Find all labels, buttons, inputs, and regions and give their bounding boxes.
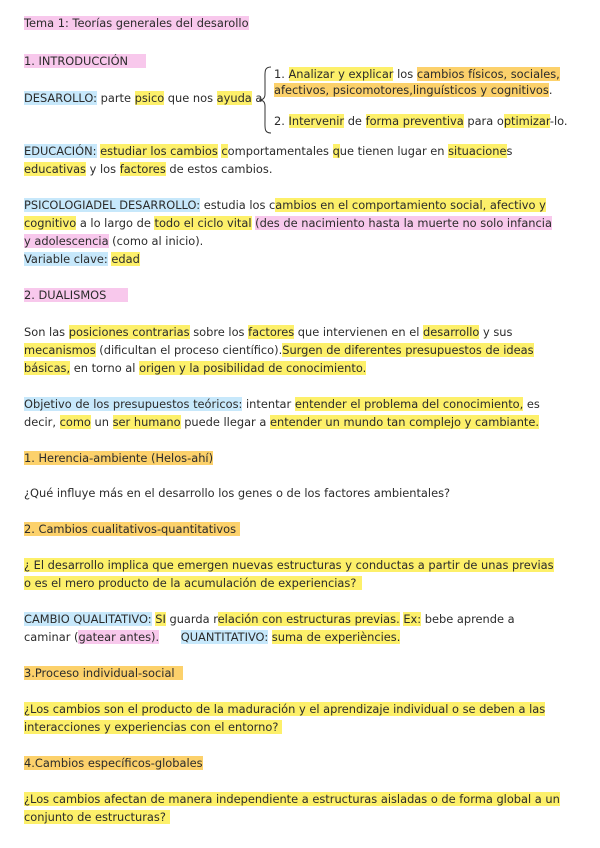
text-highlight: mecanismos bbox=[24, 343, 96, 357]
quantitativo-value: suma de experiències. bbox=[271, 630, 401, 644]
heading-text: 2. DUALISMOS bbox=[24, 288, 128, 302]
text: parte bbox=[100, 91, 131, 105]
text: ¿Qué influye más en el desarrollo los genes o de los factores ambientales? bbox=[24, 486, 451, 500]
text-highlight: ayuda bbox=[216, 91, 252, 105]
text: guarda r bbox=[169, 612, 218, 626]
text: s bbox=[506, 144, 513, 158]
subheading-text: 2. Cambios cualitativos-quantitativos bbox=[24, 522, 240, 536]
text-highlight: interacciones y experiencias con el entorno? bbox=[24, 720, 282, 734]
text: un bbox=[94, 415, 109, 429]
text-highlight: y adolescencia bbox=[24, 234, 109, 248]
subheading-cambios-especificos bbox=[24, 755, 203, 772]
text: caminar ( bbox=[24, 630, 79, 644]
text-highlight: psico bbox=[134, 91, 165, 105]
psicologia-line-1 bbox=[24, 197, 546, 214]
text-highlight: básicas, bbox=[24, 361, 71, 375]
quantitativo-label: QUANTITATIVO: bbox=[180, 630, 269, 644]
dualismos-p2-line-1 bbox=[24, 396, 540, 413]
text-highlight: Intervenir bbox=[288, 114, 345, 128]
text: los bbox=[397, 67, 414, 81]
question-4-line-1 bbox=[24, 791, 560, 808]
text-highlight: entender un mundo tan complejo y cambiante. bbox=[269, 415, 540, 429]
subheading-herencia bbox=[24, 450, 213, 467]
text: a bbox=[255, 91, 263, 105]
text-highlight: c bbox=[221, 144, 228, 158]
text: a lo largo de bbox=[79, 216, 151, 230]
text-highlight: elación con estructuras previas. bbox=[217, 612, 400, 626]
text: y sus bbox=[483, 325, 513, 339]
text: bebe aprende a bbox=[424, 612, 515, 626]
text: estudia los c bbox=[203, 198, 276, 212]
text-highlight: ambios en el comportamiento social, afectivo y bbox=[275, 198, 546, 212]
subheading-cambios-cualitativos bbox=[24, 521, 240, 538]
psicologia-line-3 bbox=[24, 233, 203, 250]
psicologia-label: PSICOLOGIADEL DESARROLLO: bbox=[24, 198, 201, 212]
text: es bbox=[526, 397, 540, 411]
branch-number: 2. bbox=[274, 114, 285, 128]
text-highlight: factores bbox=[119, 162, 166, 176]
question-1 bbox=[24, 485, 450, 502]
text-highlight: posiciones contrarias bbox=[68, 325, 190, 339]
objetivo-label: Objetivo de los presupuestos teóricos: bbox=[24, 397, 243, 411]
text: omportamentales bbox=[227, 144, 329, 158]
desarrollo-branch-2 bbox=[274, 113, 568, 130]
text-highlight: desarrollo bbox=[423, 325, 480, 339]
page-title bbox=[24, 15, 249, 32]
text-highlight: o es el mero producto de la acumulación de experiencias? bbox=[24, 576, 362, 590]
subheading-text: 3.Proceso individual-social bbox=[24, 666, 183, 680]
psicologia-line-2 bbox=[24, 215, 552, 232]
educacion-label: EDUCACIÓN: bbox=[24, 144, 97, 158]
text-highlight: cognitivo bbox=[24, 216, 77, 230]
text-highlight: situacione bbox=[448, 144, 507, 158]
text: (como al inicio). bbox=[112, 234, 204, 248]
text: intentar bbox=[246, 397, 292, 411]
text-highlight: afectivos, psicomotores,linguísticos y cognitivos bbox=[274, 83, 549, 97]
text-highlight: ¿Los cambios afectan de manera independiente a estructuras aisladas o de forma global a un bbox=[24, 792, 560, 806]
text: en torno al bbox=[73, 361, 136, 375]
text: y los bbox=[89, 162, 117, 176]
question-2-line-1 bbox=[24, 557, 554, 574]
dualismos-p1-line-3 bbox=[24, 360, 366, 377]
text: puede llegar a bbox=[184, 415, 267, 429]
text-highlight: cambios físicos, sociales, bbox=[416, 67, 560, 81]
text: (dificultan el proceso científico). bbox=[99, 343, 283, 357]
question-3-line-1 bbox=[24, 701, 545, 718]
question-4-line-2 bbox=[24, 809, 170, 826]
heading-text: 1. INTRODUCCIÓN bbox=[24, 54, 146, 68]
text-highlight: Ex: bbox=[403, 612, 422, 626]
question-2-line-2 bbox=[24, 575, 362, 592]
text: para o bbox=[467, 114, 504, 128]
text-highlight: ¿ El desarrollo implica que emergen nuevas estructuras y conductas a partir de unas previas bbox=[24, 558, 554, 572]
text: que intervienen en el bbox=[297, 325, 420, 339]
desarrollo-line bbox=[24, 90, 262, 107]
text-highlight: SI bbox=[155, 612, 166, 626]
educacion-line-1 bbox=[24, 143, 512, 160]
text: de bbox=[347, 114, 362, 128]
curly-brace-icon bbox=[258, 66, 272, 134]
text-highlight: educativas bbox=[24, 162, 86, 176]
text-highlight: ¿Los cambios son el producto de la maduración y el aprendizaje individual o se deben a las bbox=[24, 702, 546, 716]
text-highlight: ptimizar bbox=[503, 114, 550, 128]
question-3-line-2 bbox=[24, 719, 282, 736]
text-highlight: (des de nacimiento hasta la muerte no solo infancia bbox=[255, 216, 552, 230]
text: Son las bbox=[24, 325, 66, 339]
subheading-text: 1. Herencia-ambiente (Helos-ahí) bbox=[24, 451, 214, 465]
section-heading-dualismos bbox=[24, 287, 128, 304]
text: de estos cambios. bbox=[169, 162, 273, 176]
text-highlight: conjunto de estructuras? bbox=[24, 810, 170, 824]
section-heading-introduccion bbox=[24, 53, 146, 70]
text-highlight: estudiar los cambios bbox=[100, 144, 218, 158]
text: que nos bbox=[167, 91, 213, 105]
text: . bbox=[548, 83, 553, 97]
variable-value: edad bbox=[111, 252, 140, 266]
text: sobre los bbox=[193, 325, 245, 339]
text-highlight: todo el ciclo vital bbox=[154, 216, 252, 230]
dualismos-p2-line-2 bbox=[24, 414, 539, 431]
text-highlight: forma preventiva bbox=[365, 114, 464, 128]
text-highlight: q bbox=[332, 144, 340, 158]
text-highlight: como bbox=[59, 415, 91, 429]
cambio-qualitativo-line-2 bbox=[24, 629, 400, 646]
text: decir, bbox=[24, 415, 56, 429]
text: ue tienen lugar en bbox=[339, 144, 445, 158]
text-highlight: factores bbox=[248, 325, 295, 339]
subheading-text: 4.Cambios específicos-globales bbox=[24, 756, 203, 770]
title-text: Tema 1: Teorías generales del desarollo bbox=[24, 16, 249, 30]
desarrollo-branch-1 bbox=[274, 66, 560, 83]
subheading-proceso bbox=[24, 665, 183, 682]
cambio-qualitativo-line-1 bbox=[24, 611, 515, 628]
dualismos-p1-line-1 bbox=[24, 324, 512, 341]
text-highlight: ser humano bbox=[112, 415, 181, 429]
text-highlight: origen y la posibilidad de conocimiento. bbox=[139, 361, 367, 375]
desarrollo-label: DESAROLLO: bbox=[24, 91, 97, 105]
text: -lo. bbox=[549, 114, 568, 128]
variable-label: Variable clave: bbox=[24, 252, 108, 266]
text-highlight: Surgen de diferentes presupuestos de ideas bbox=[282, 343, 534, 357]
desarrollo-branch-1-cont bbox=[274, 82, 552, 99]
branch-number: 1. bbox=[274, 67, 285, 81]
text-highlight: gatear antes). bbox=[78, 630, 160, 644]
variable-clave-line bbox=[24, 251, 140, 268]
educacion-line-2 bbox=[24, 161, 272, 178]
dualismos-p1-line-2 bbox=[24, 342, 534, 359]
text-highlight: Analizar y explicar bbox=[288, 67, 394, 81]
cambio-qualitativo-label: CAMBIO QUALITATIVO: bbox=[24, 612, 152, 626]
text-highlight: entender el problema del conocimiento, bbox=[294, 397, 524, 411]
